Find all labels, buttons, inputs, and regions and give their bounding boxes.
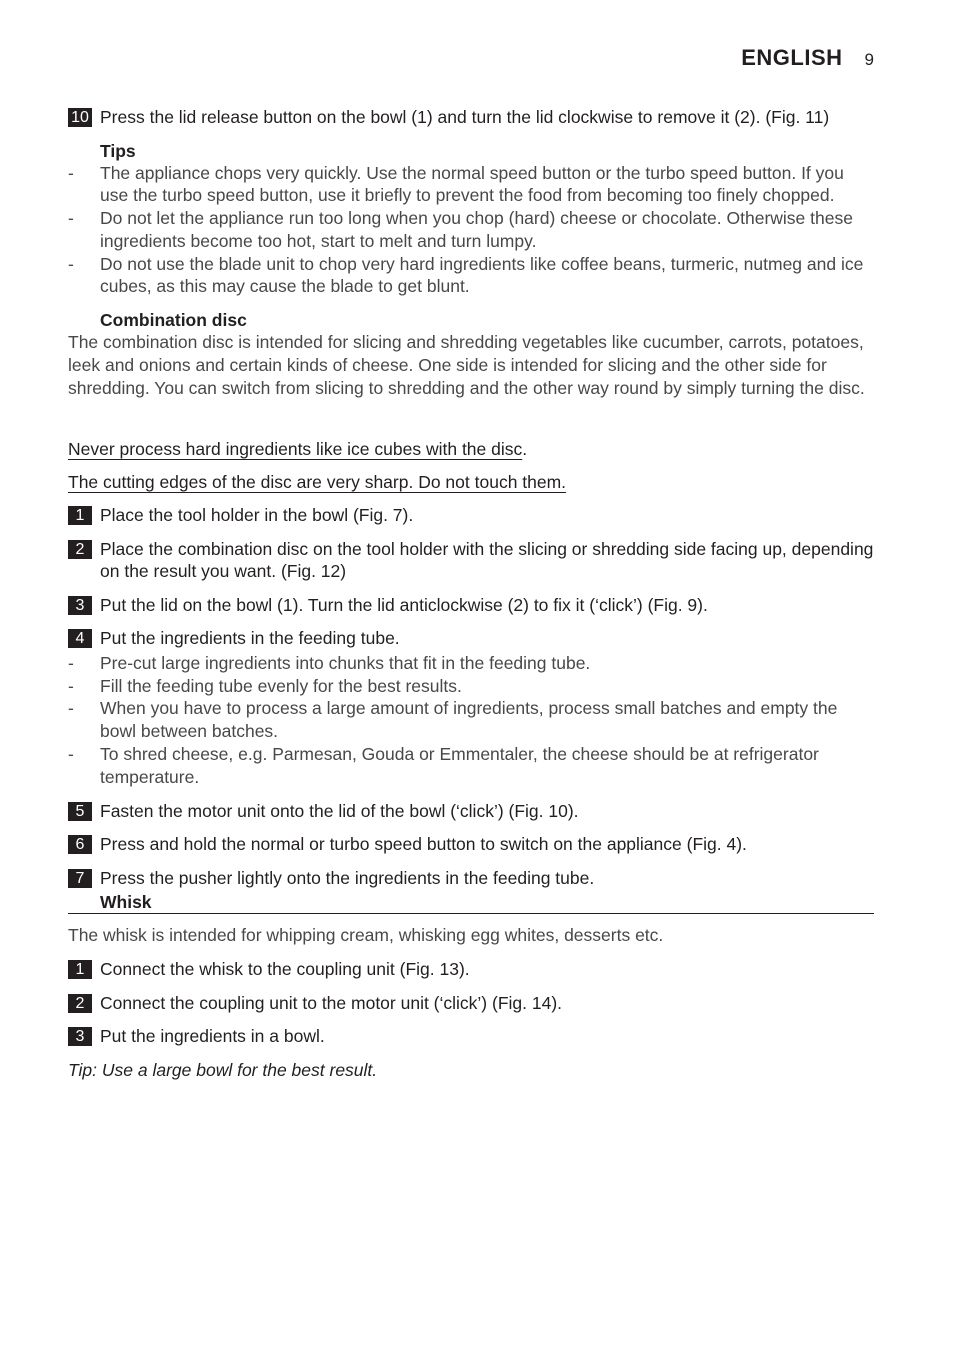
step-number-badge: 1	[68, 960, 92, 979]
language-label: ENGLISH	[741, 45, 843, 70]
list-item-text: Do not let the appliance run too long when you chop (hard) cheese or chocolate. Otherwise these ingredients become too hot, start to melt and turn lumpy.	[100, 208, 853, 251]
list-item	[68, 697, 874, 743]
list-item	[68, 675, 874, 698]
step-text: Place the combination disc on the tool holder with the slicing or shredding side facing up, depending on the result you want. (Fig. 12)	[100, 538, 874, 582]
step-item	[68, 504, 874, 527]
page-header	[741, 45, 874, 71]
list-item-text: The appliance chops very quickly. Use the normal speed button or the turbo speed button. If you use the turbo speed button, use it briefly to prevent the food from becoming too finely chopped.	[100, 162, 844, 206]
whisk-heading: Whisk	[68, 891, 874, 914]
tips-heading: Tips	[100, 140, 136, 161]
warning-underlined: Never process hard ingredients like ice cubes with the disc	[68, 439, 523, 460]
list-item	[68, 652, 874, 675]
step-text: Press the pusher lightly onto the ingredients in the feeding tube.	[100, 867, 595, 888]
warning-text	[68, 471, 874, 493]
list-item	[68, 162, 874, 208]
warning-period: .	[522, 439, 528, 460]
step-number-badge: 10	[68, 108, 92, 127]
step-number-badge: 7	[68, 869, 92, 888]
whisk-intro: The whisk is intended for whipping cream, whisking egg whites, desserts etc.	[68, 925, 664, 946]
dash-marker: -	[68, 743, 74, 764]
step-number-badge: 3	[68, 596, 92, 615]
step-number-badge: 3	[68, 1027, 92, 1046]
tips-list	[68, 162, 874, 299]
combination-disc-intro: The combination disc is intended for slicing and shredding vegetables like cucumber, carrots, potatoes, leek and onions and certain kinds of cheese. One side is intended for slicing and the other side for shredding. You can switch from slicing to shredding and the other way round by simply turning the disc.	[68, 332, 865, 399]
step4-list	[68, 652, 874, 789]
step-text: Put the ingredients in the feeding tube.	[100, 628, 400, 649]
list-item-text: Fill the feeding tube evenly for the best results.	[100, 675, 462, 696]
list-item-text: To shred cheese, e.g. Parmesan, Gouda or Emmentaler, the cheese should be at refrigerator temperature.	[100, 743, 819, 787]
step-number-badge: 4	[68, 629, 92, 648]
step-text: Connect the whisk to the coupling unit (Fig. 13).	[100, 959, 470, 980]
step-number-badge: 1	[68, 506, 92, 525]
step-item	[68, 106, 874, 129]
step-text: Put the ingredients in a bowl.	[100, 1026, 325, 1047]
list-item-text: Do not use the blade unit to chop very hard ingredients like coffee beans, turmeric, nutmeg and ice cubes, as this may cause the blade to get blunt.	[100, 253, 864, 297]
step-number-badge: 2	[68, 540, 92, 559]
combination-disc-heading: Combination disc	[100, 310, 247, 331]
step-item	[68, 800, 874, 823]
step-item	[68, 958, 874, 981]
list-item	[68, 743, 874, 789]
step-item	[68, 867, 874, 890]
step-text: Put the lid on the bowl (1). Turn the lid anticlockwise (2) to fix it (‘click’) (Fig. 9).	[100, 594, 708, 615]
warning-underlined: The cutting edges of the disc are very sharp. Do not touch them.	[68, 472, 567, 493]
step-item	[68, 594, 874, 617]
dash-marker: -	[68, 675, 74, 696]
step-item	[68, 627, 874, 650]
dash-marker: -	[68, 253, 74, 274]
step-number-badge: 5	[68, 802, 92, 821]
dash-marker: -	[68, 652, 74, 673]
dash-marker: -	[68, 698, 74, 719]
step-text: Fasten the motor unit onto the lid of the bowl (‘click’) (Fig. 10).	[100, 800, 579, 821]
step-text: Connect the coupling unit to the motor unit (‘click’) (Fig. 14).	[100, 992, 563, 1013]
step-text: Press and hold the normal or turbo speed button to switch on the appliance (Fig. 4).	[100, 834, 747, 855]
page-content	[68, 106, 874, 1081]
step-item	[68, 1025, 874, 1048]
dash-marker: -	[68, 208, 74, 229]
step-item	[68, 992, 874, 1015]
list-item	[68, 207, 874, 253]
whisk-tip: Tip: Use a large bowl for the best result.	[68, 1059, 378, 1080]
list-item	[68, 253, 874, 299]
step-text: Press the lid release button on the bowl (1) and turn the lid clockwise to remove it (2). (Fig. 11)	[100, 107, 830, 127]
step-number-badge: 2	[68, 994, 92, 1013]
warning-text	[68, 438, 874, 460]
list-item-text: Pre-cut large ingredients into chunks that fit in the feeding tube.	[100, 652, 591, 673]
step-item	[68, 833, 874, 856]
step-item	[68, 538, 874, 583]
dash-marker: -	[68, 162, 74, 183]
page-number: 9	[864, 50, 874, 69]
list-item-text: When you have to process a large amount of ingredients, process small batches and empty the bowl between batches.	[100, 698, 838, 742]
step-text: Place the tool holder in the bowl (Fig. 7).	[100, 505, 414, 526]
step-number-badge: 6	[68, 835, 92, 854]
